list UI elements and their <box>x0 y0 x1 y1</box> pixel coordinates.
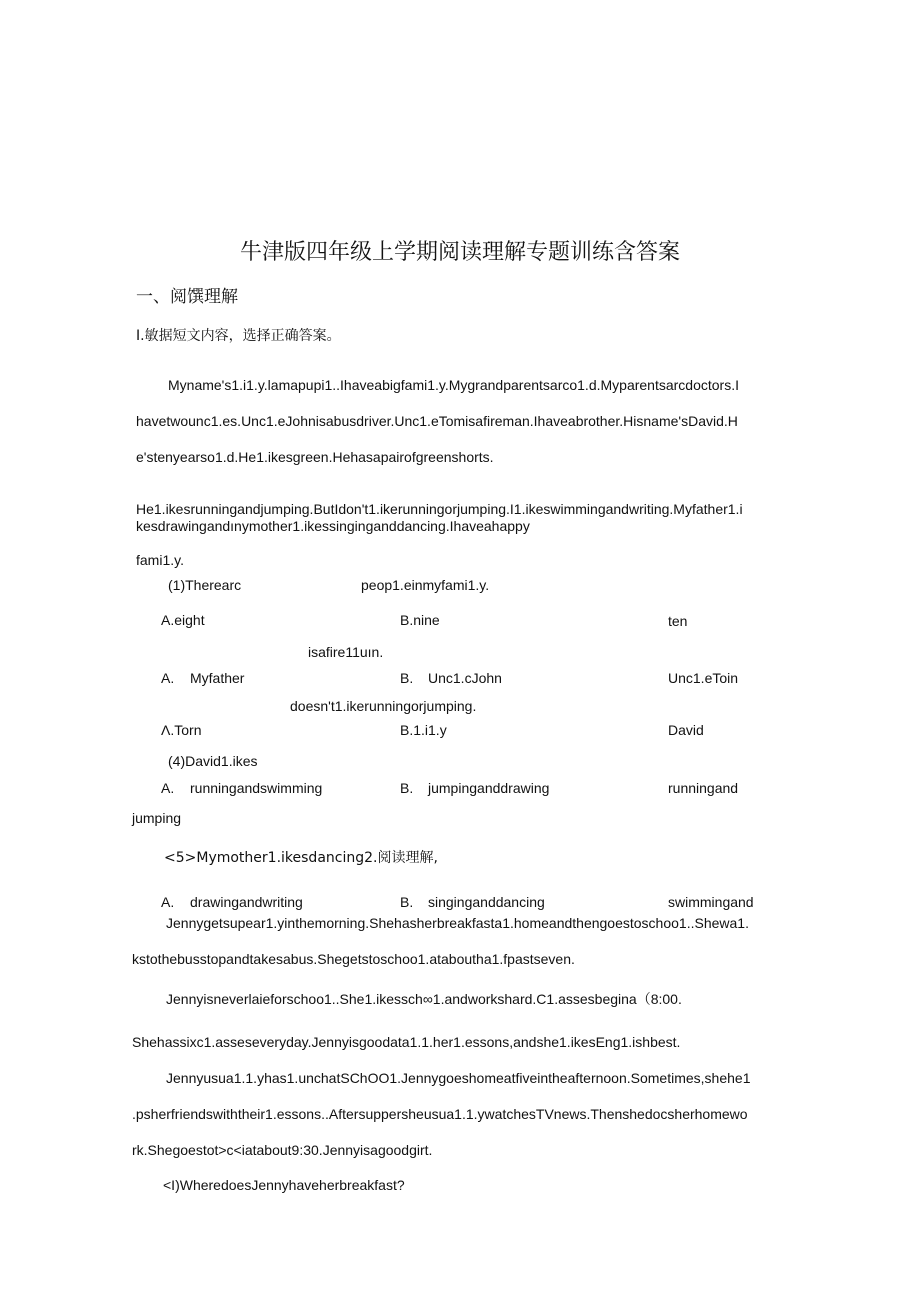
option-c: Unc1.eToin <box>668 670 739 686</box>
option-a: Λ.Torn <box>161 722 202 738</box>
document-title: 牛津版四年级上学期阅读理解专题训练含答案 <box>239 240 680 265</box>
passage2-line: Jennyisneverlaieforschoo1..She1.ikessch∞1.andworkshard.C1.assesbegina（8:00. <box>166 991 682 1007</box>
passage2-line: kstothebusstopandtakesabus.Shegetstoschoo1.ataboutha1.fpastseven. <box>132 951 575 967</box>
passage1-line: Myname's1.i1.y.lamapupi1..Ihaveabigfami1.y.Mygrandparentsarco1.d.Myparentsarcdoctors.I <box>168 377 739 393</box>
question-stem: <5>Mymother1.ikesdancing2.阅读理解, <box>164 850 438 866</box>
option-a: drawingandwriting <box>190 894 303 910</box>
option-a-label: A. <box>161 894 175 910</box>
passage2-line: Jennyusua1.1.yhas1.unchatSChOO1.Jennygoeshomeatfiveintheafternoon.Sometimes,shehe1 <box>166 1070 751 1086</box>
question-stem: isafire11uın. <box>308 644 384 660</box>
option-a: Myfather <box>190 670 245 686</box>
option-b: Unc1.cJohn <box>428 670 502 686</box>
option-b-label: B. <box>400 894 414 910</box>
question-stem: doesn't1.ikerunningorjumping. <box>290 698 477 714</box>
option-a-label: A. <box>161 780 175 796</box>
passage1-line: havetwounc1.es.Unc1.eJohnisabusdriver.Unc1.eTomisafireman.Ihaveabrother.Hisname'sDavid.H <box>136 413 738 429</box>
option-a-label: A. <box>161 670 175 686</box>
passage1-line: kesdrawingandınymother1.ikessinginganddancing.Ihaveahappy <box>136 518 530 534</box>
option-c: runningand <box>668 780 739 796</box>
option-c: swimmingand <box>668 894 754 910</box>
passage2-line: Jennygetsupear1.yinthemorning.Shehasherbreakfasta1.homeandthengoestoschoo1..Shewa1. <box>166 915 749 931</box>
passage2-line: Shehassixc1.asseseveryday.Jennyisgoodata1.1.her1.essons,andshe1.ikesEng1.ishbest. <box>132 1034 681 1050</box>
option-c-wrap: jumping <box>132 810 182 826</box>
option-b: B.nine <box>400 612 440 628</box>
question-stem: <I)WheredoesJennyhaveherbreakfast? <box>163 1177 405 1193</box>
option-b-label: B. <box>400 780 414 796</box>
passage1-line: e'stenyearso1.d.He1.ikesgreen.Hehasapairofgreenshorts. <box>136 449 494 465</box>
passage1-line: fami1.y. <box>136 552 184 568</box>
question-stem: (4)David1.ikes <box>168 753 258 769</box>
option-b: singinganddancing <box>428 894 545 910</box>
question-stem: peop1.einmyfami1.y. <box>361 577 490 593</box>
instruction: I.敏据短文内容，选择正确答案。 <box>136 328 341 344</box>
option-c: ten <box>668 613 688 629</box>
option-a: A.eight <box>161 612 205 628</box>
option-b: jumpinganddrawing <box>428 780 550 796</box>
option-b: B.1.i1.y <box>400 722 447 738</box>
passage1-line: He1.ikesrunningandjumping.ButIdon't1.ikerunningorjumping.I1.ikeswimmingandwriting.Myfather1.i <box>136 501 743 517</box>
passage2-line: .psherfriendswiththeir1.essons..Aftersuppersheusua1.1.ywatchesTVnews.Thenshedocsherhomewo <box>132 1106 748 1122</box>
option-c: David <box>668 722 704 738</box>
option-a: runningandswimming <box>190 780 323 796</box>
question-stem: (1)Therearc <box>168 577 242 593</box>
option-b-label: B. <box>400 670 414 686</box>
section-heading: 一、阅馔理解 <box>136 287 238 307</box>
passage2-line: rk.Shegoestot>c<iatabout9:30.Jennyisagoodgirt. <box>132 1142 433 1158</box>
